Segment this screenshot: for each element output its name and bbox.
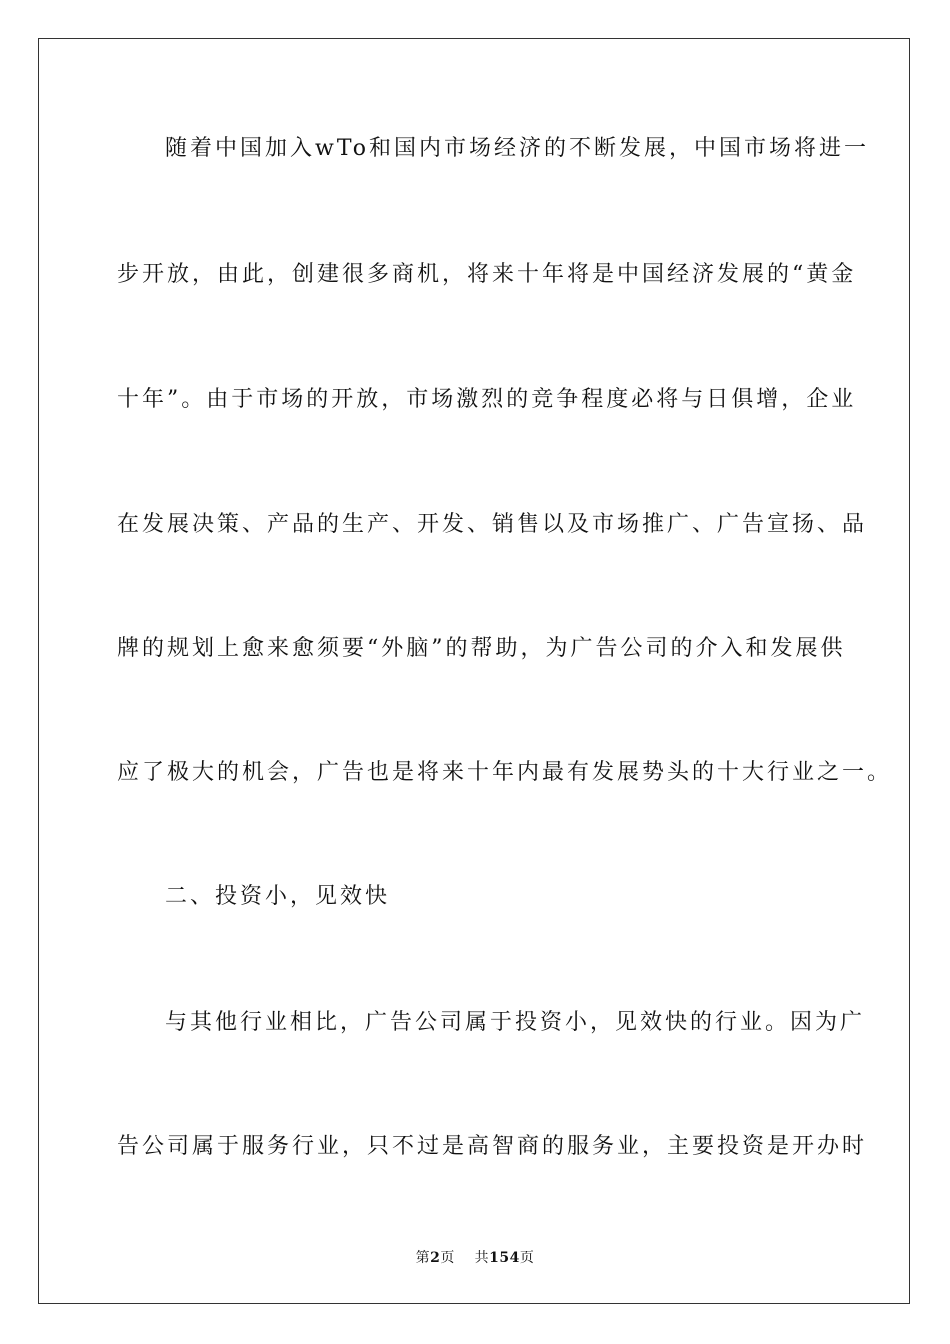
body-line-2: 步开放，由此，创建很多商机，将来十年将是中国经济发展的“黄金 [117,262,857,287]
body-line-4: 在发展决策、产品的生产、开发、销售以及市场推广、广告宣扬、品 [117,512,868,537]
section-heading: 二、投资小，见效快 [165,884,391,909]
body-line-3: 十年”。由于市场的开放，市场激烈的竞争程度必将与日俱增，企业 [117,387,857,412]
page-border [38,38,910,1304]
page-number: 2 [430,1250,441,1266]
total-suffix: 页 [519,1250,535,1266]
body-line-9: 告公司属于服务行业，只不过是高智商的服务业，主要投资是开办时 [117,1134,868,1159]
body-line-1: 随着中国加入wTo和国内市场经济的不断发展，中国市场将进一 [165,136,870,161]
total-prefix: 共 [474,1250,490,1266]
body-line-6: 应了极大的机会，广告也是将来十年内最有发展势头的十大行业之一。 [117,760,893,785]
body-line-5: 牌的规划上愈来愈须要“外脑”的帮助，为广告公司的介入和发展供 [117,636,846,661]
page-footer [0,1248,950,1268]
total-pages: 154 [489,1250,520,1266]
page-prefix: 第 [415,1250,431,1266]
body-line-8: 与其他行业相比，广告公司属于投资小，见效快的行业。因为广 [165,1010,866,1035]
page-suffix: 页 [440,1250,455,1266]
